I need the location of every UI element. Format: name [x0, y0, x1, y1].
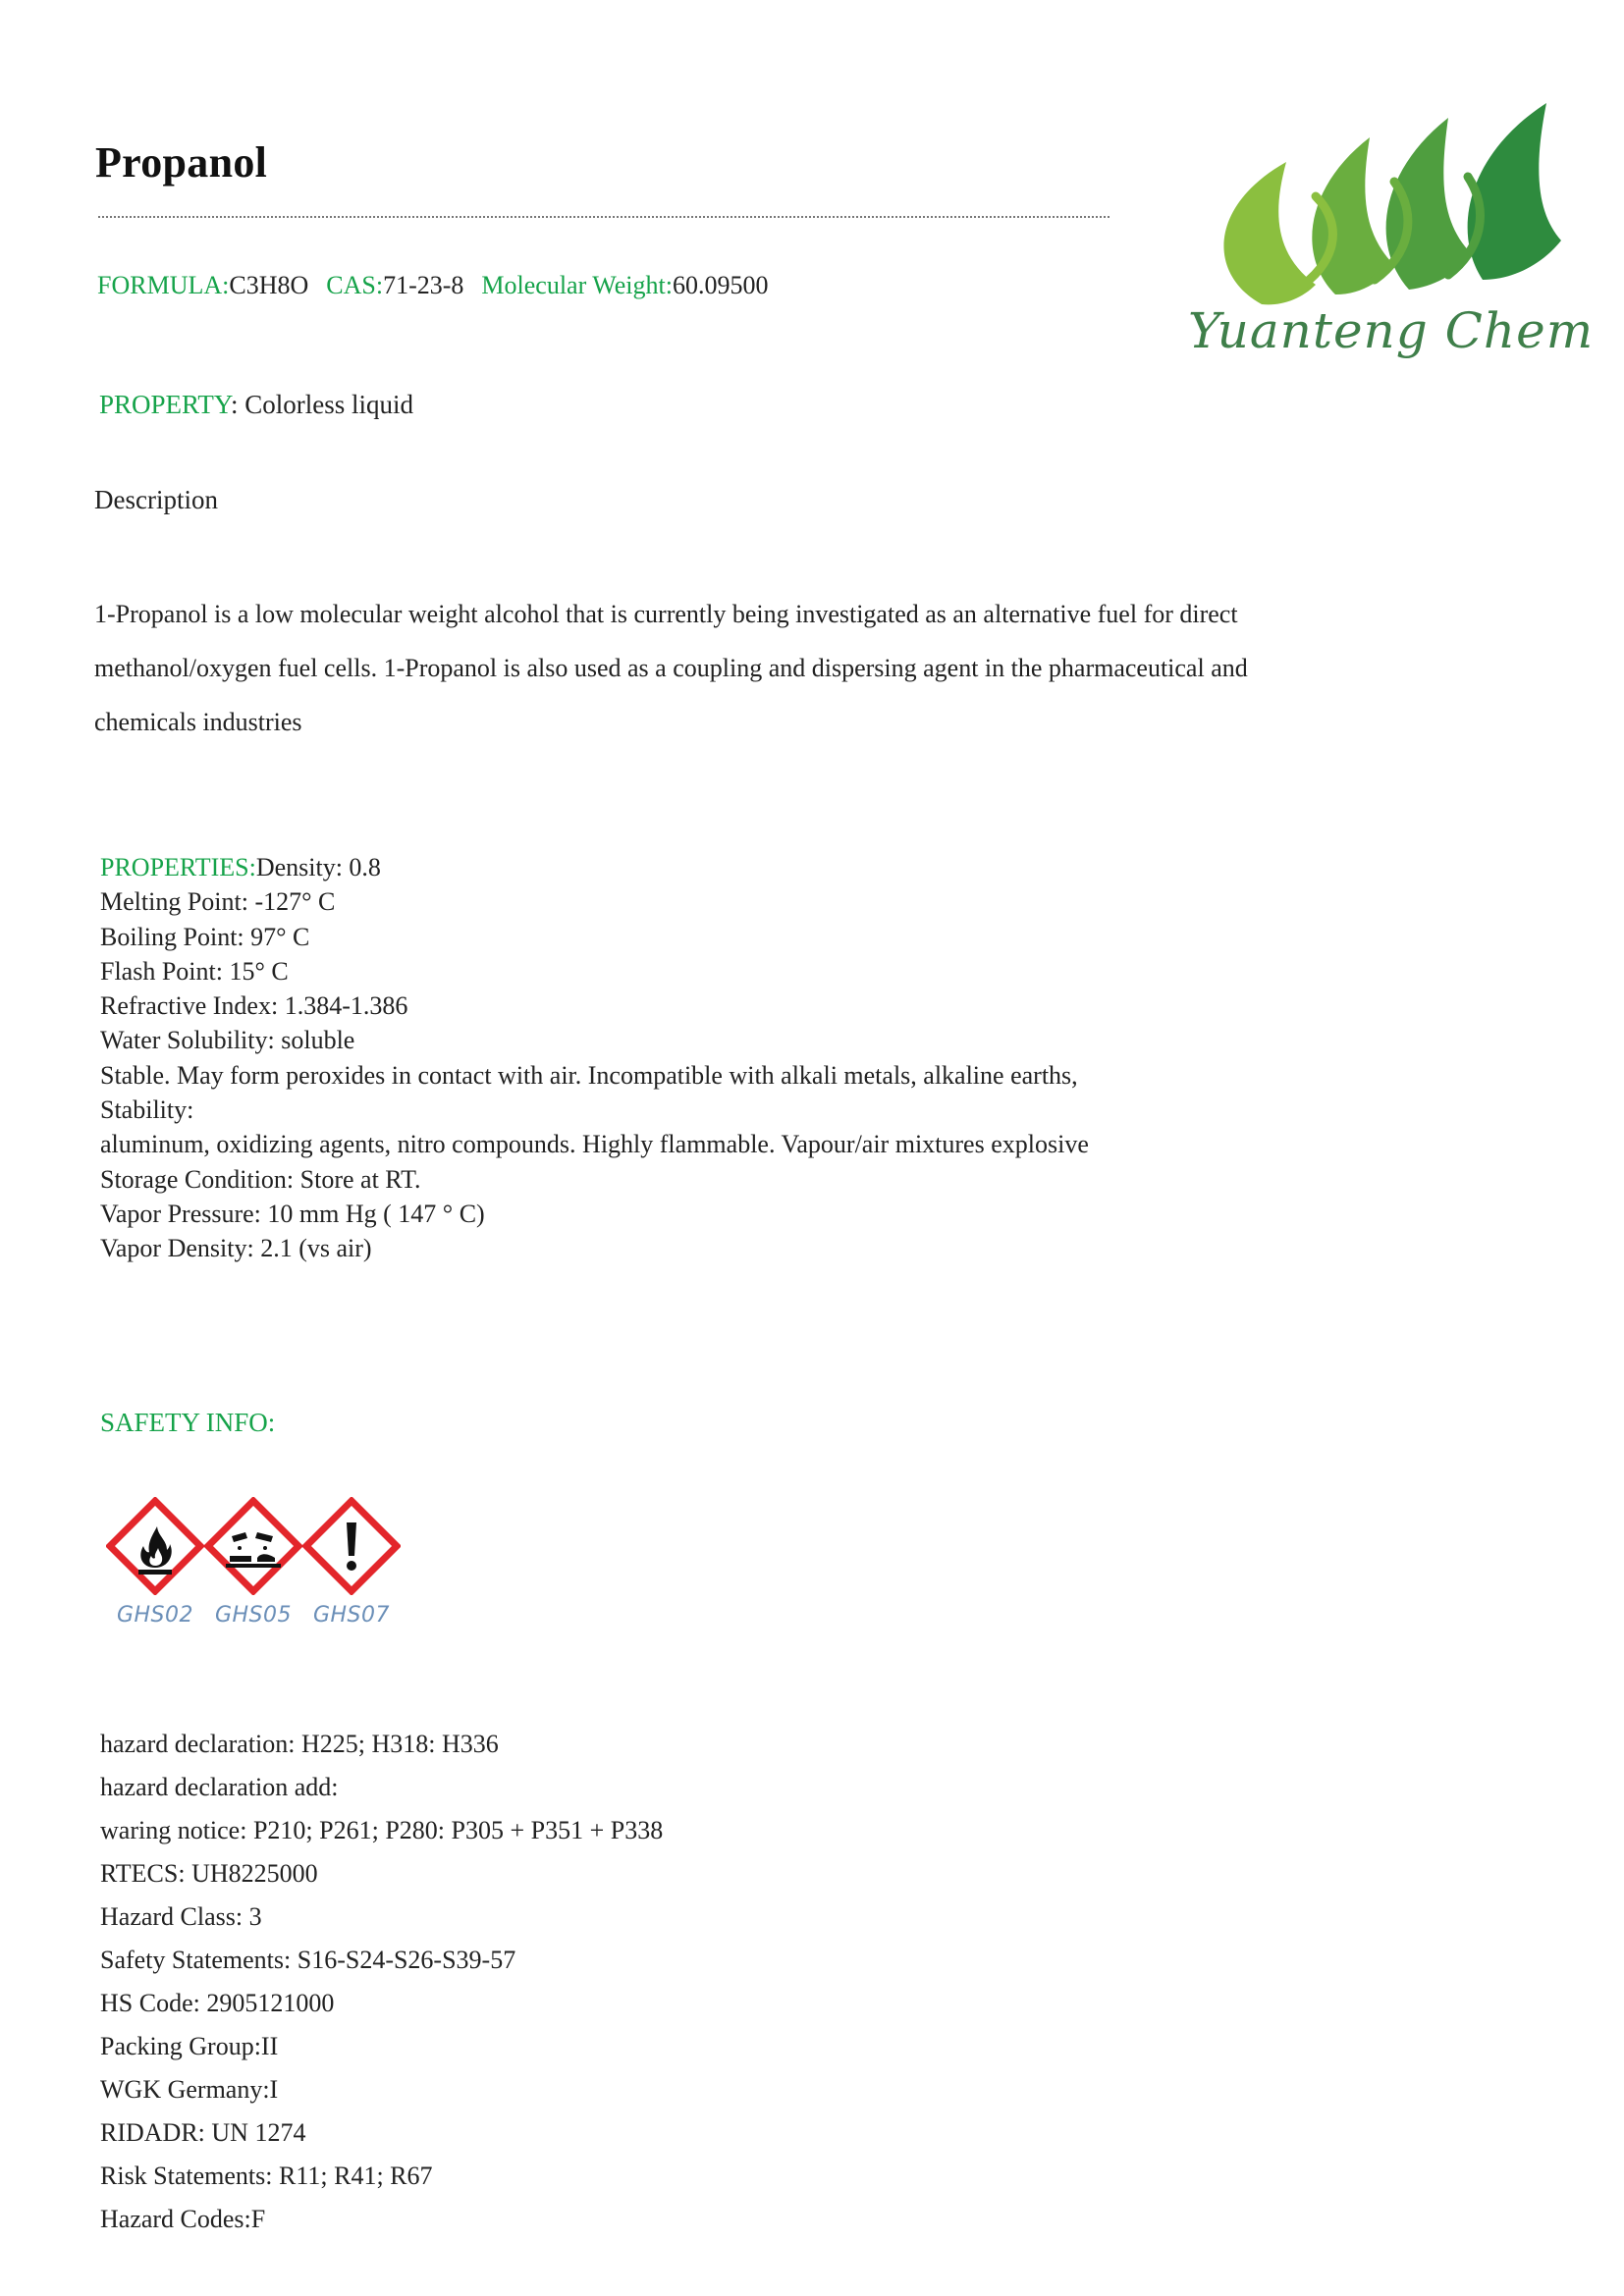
- description-body: [94, 587, 1489, 749]
- ghs-code: GHS02: [116, 1603, 194, 1628]
- hazard-item: Hazard Class: 3: [100, 1902, 262, 1931]
- hazard-block: [100, 1723, 663, 2241]
- property-item: Boiling Point: 97° C: [100, 922, 310, 951]
- hazard-item: hazard declaration add:: [100, 1773, 339, 1801]
- property-item: Vapor Density: 2.1 (vs air): [100, 1234, 372, 1263]
- hazard-item: HS Code: 2905121000: [100, 1989, 335, 2017]
- property-item: Flash Point: 15° C: [100, 956, 289, 986]
- exclamation-icon: [302, 1497, 401, 1595]
- property-item: aluminum, oxidizing agents, nitro compounds. Highly flammable. Vapour/air mixtures explosive: [100, 1130, 1089, 1159]
- ghs07-pictogram: [302, 1497, 401, 1628]
- property-line: [99, 390, 413, 420]
- properties-block: [100, 850, 1089, 1266]
- property-item: Melting Point: -127° C: [100, 887, 336, 917]
- hazard-item: Packing Group:II: [100, 2032, 279, 2060]
- ghs02-pictogram: [106, 1497, 204, 1628]
- property-item: Vapor Pressure: 10 mm Hg ( 147 ° C): [100, 1199, 485, 1228]
- property-value: Colorless liquid: [238, 390, 413, 419]
- molecular-weight-value: 60.09500: [672, 271, 769, 299]
- hazard-item: waring notice: P210; P261; P280: P305 + P351 + P338: [100, 1816, 664, 1844]
- safety-heading: SAFETY INFO:: [100, 1408, 276, 1437]
- property-item: Refractive Index: 1.384-1.386: [100, 991, 408, 1021]
- hazard-item: WGK Germany:I: [100, 2075, 279, 2104]
- title-divider: [98, 216, 1110, 218]
- property-item: Water Solubility: soluble: [100, 1026, 355, 1055]
- formula-label: FORMULA:: [97, 271, 230, 299]
- description-heading: Description: [94, 485, 218, 514]
- corrosion-icon: [204, 1497, 302, 1595]
- description-line: 1-Propanol is a low molecular weight alcohol that is currently being investigated as an alternative fuel for direct: [94, 600, 1238, 628]
- properties-label: PROPERTIES:: [100, 853, 256, 881]
- description-line: chemicals industries: [94, 708, 302, 736]
- properties-first-line: [100, 850, 1089, 884]
- hazard-item: Safety Statements: S16-S24-S26-S39-57: [100, 1946, 516, 1974]
- cas-label: CAS:: [326, 271, 384, 299]
- hazard-item: Hazard Codes:F: [100, 2205, 266, 2233]
- ghs-pictograms: [106, 1497, 410, 1628]
- molecular-weight-label: Molecular Weight:: [481, 271, 673, 299]
- property-item: Stable. May form peroxides in contact with air. Incompatible with alkali metals, alkaline earths,: [100, 1060, 1078, 1090]
- flame-icon: [106, 1497, 204, 1595]
- cas-value: 71-23-8: [383, 271, 464, 299]
- ghs05-pictogram: [204, 1497, 302, 1628]
- hazard-item: RTECS: UH8225000: [100, 1859, 318, 1888]
- ghs-code: GHS07: [312, 1603, 391, 1628]
- logo-text: Yuanteng Chem: [1188, 302, 1595, 359]
- property-item: Stability:: [100, 1095, 194, 1125]
- property-item: Storage Condition: Store at RT.: [100, 1164, 421, 1194]
- formula-line: [97, 271, 768, 300]
- page-title: Propanol: [95, 138, 268, 187]
- properties-density: Density: 0.8: [255, 853, 381, 881]
- hazard-item: RIDADR: UN 1274: [100, 2118, 306, 2147]
- property-colon: :: [230, 390, 239, 419]
- property-label: PROPERTY: [99, 390, 231, 419]
- formula-value: C3H8O: [229, 271, 309, 299]
- ghs-code: GHS05: [214, 1603, 293, 1628]
- hazard-item: Risk Statements: R11; R41; R67: [100, 2162, 433, 2190]
- hazard-item: hazard declaration: H225; H318: H336: [100, 1730, 499, 1758]
- description-line: methanol/oxygen fuel cells. 1-Propanol is also used as a coupling and dispersing agent in the pharmaceutical and: [94, 654, 1248, 682]
